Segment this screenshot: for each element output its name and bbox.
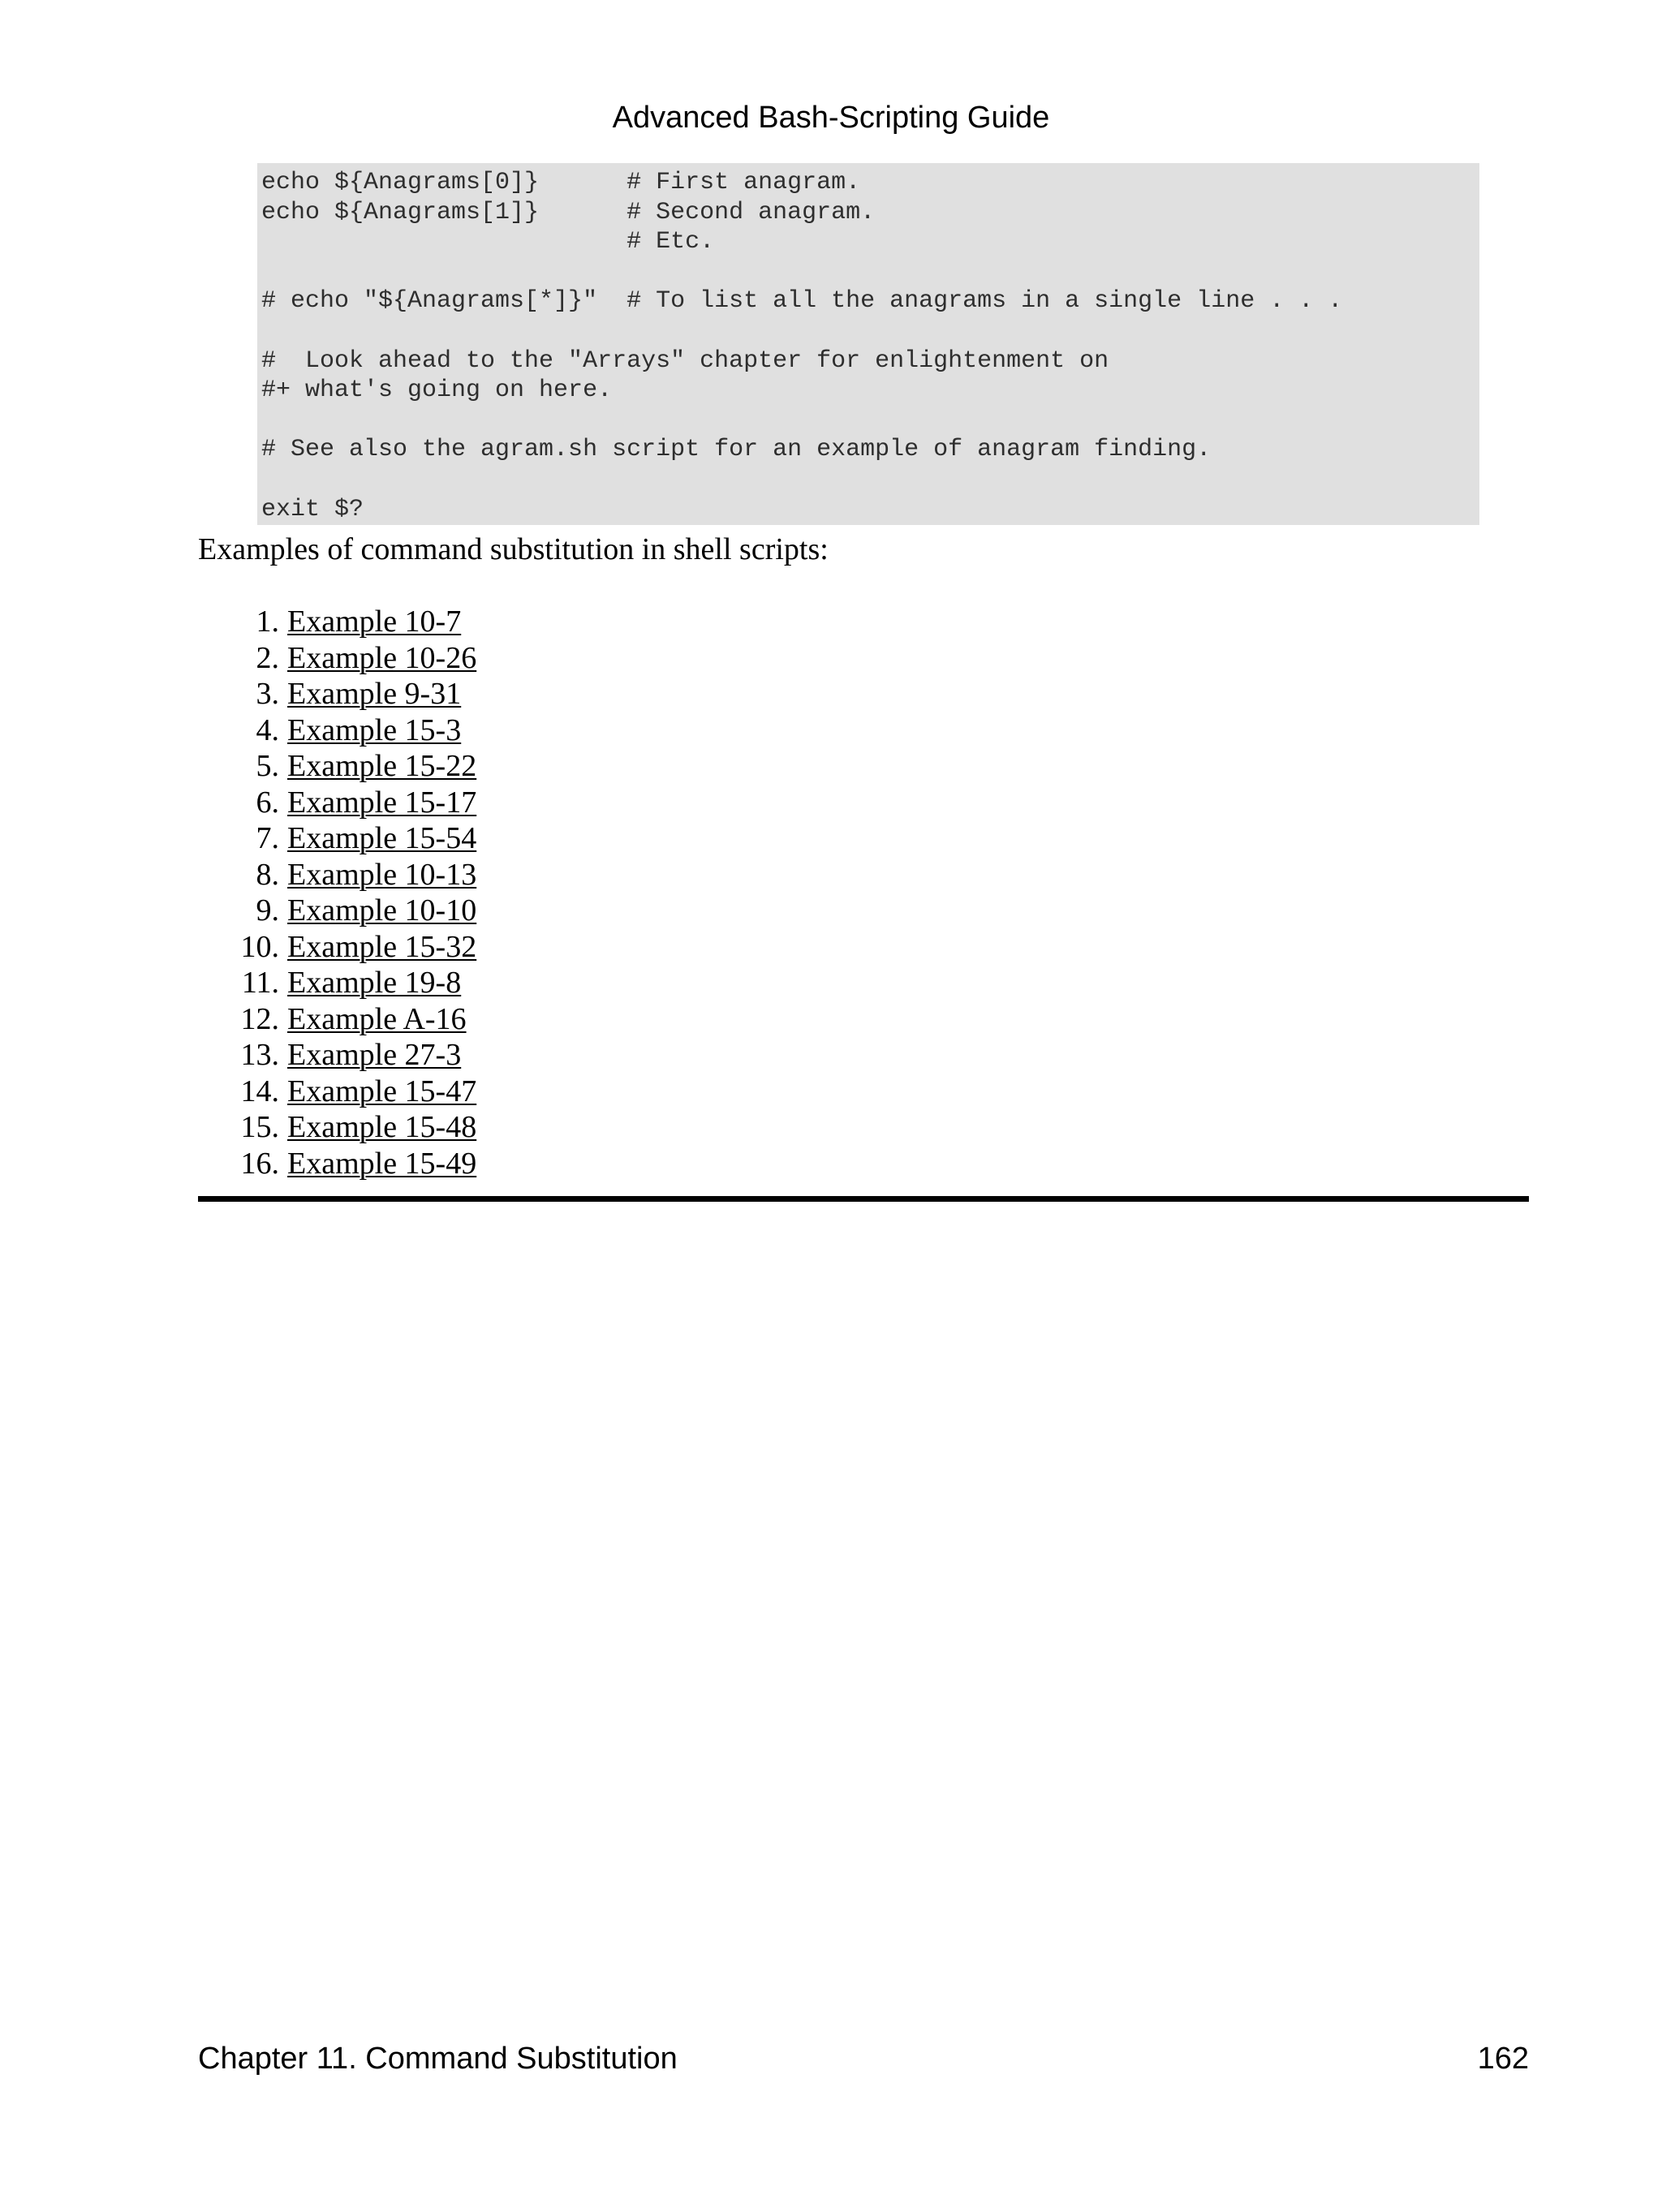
list-item xyxy=(198,638,476,674)
list-number: 2. xyxy=(256,640,279,675)
example-link[interactable]: Example 15-47 xyxy=(287,1074,477,1108)
section-divider xyxy=(198,1196,1529,1202)
list-item xyxy=(198,1035,476,1071)
list-number: 1. xyxy=(256,605,279,639)
example-link[interactable]: Example 9-31 xyxy=(287,677,462,711)
list-number: 8. xyxy=(256,857,279,892)
list-item xyxy=(198,746,476,782)
list-item xyxy=(198,962,476,999)
list-item xyxy=(198,818,476,854)
example-link[interactable]: Example 15-17 xyxy=(287,785,477,820)
list-item xyxy=(198,601,476,638)
example-link[interactable]: Example 15-3 xyxy=(287,712,462,747)
list-number: 4. xyxy=(256,712,279,747)
code-listing: echo ${Anagrams[0]} # First anagram. echo ${Anagrams[1]} # Second anagram. # Etc. # echo "${Anagrams[*]}" # To list all the anagrams in a single line . . . # Look ahead to the "Arrays" chapter for enlightenment on #+ what's going on here. # See also the agram.sh script for an example of anagram finding. exit $? xyxy=(257,163,1479,525)
example-link[interactable]: Example A-16 xyxy=(287,1001,467,1036)
list-number: 13. xyxy=(240,1038,279,1072)
list-item xyxy=(198,1071,476,1108)
list-item xyxy=(198,710,476,747)
example-link[interactable]: Example 15-32 xyxy=(287,929,477,964)
list-number: 10. xyxy=(240,929,279,964)
footer-page-number: 162 xyxy=(1477,2042,1529,2076)
list-number: 7. xyxy=(256,821,279,855)
example-link[interactable]: Example 15-54 xyxy=(287,821,477,855)
list-number: 5. xyxy=(256,749,279,783)
example-link[interactable]: Example 10-10 xyxy=(287,893,477,927)
list-number: 11. xyxy=(241,966,279,1000)
footer-chapter-title: Chapter 11. Command Substitution xyxy=(198,2042,678,2076)
list-item xyxy=(198,1107,476,1143)
example-link[interactable]: Example 15-22 xyxy=(287,749,477,783)
list-item xyxy=(198,1143,476,1180)
example-link[interactable]: Example 27-3 xyxy=(287,1038,462,1072)
list-number: 14. xyxy=(240,1074,279,1108)
example-link[interactable]: Example 10-13 xyxy=(287,857,477,892)
list-item xyxy=(198,854,476,891)
list-number: 6. xyxy=(256,785,279,820)
list-number: 3. xyxy=(256,677,279,711)
list-item xyxy=(198,999,476,1035)
examples-intro: Examples of command substitution in shell scripts: xyxy=(198,532,829,566)
list-number: 16. xyxy=(240,1146,279,1181)
list-number: 9. xyxy=(256,893,279,927)
example-link[interactable]: Example 15-49 xyxy=(287,1146,477,1181)
running-header: Advanced Bash-Scripting Guide xyxy=(612,101,1050,135)
example-link[interactable]: Example 10-7 xyxy=(287,605,462,639)
list-item xyxy=(198,782,476,819)
example-link[interactable]: Example 15-48 xyxy=(287,1110,477,1144)
list-item xyxy=(198,890,476,927)
example-link[interactable]: Example 19-8 xyxy=(287,966,462,1000)
list-item xyxy=(198,673,476,710)
list-item xyxy=(198,927,476,963)
example-link[interactable]: Example 10-26 xyxy=(287,640,477,675)
list-number: 15. xyxy=(240,1110,279,1144)
list-number: 12. xyxy=(240,1001,279,1036)
example-list xyxy=(198,601,476,1179)
